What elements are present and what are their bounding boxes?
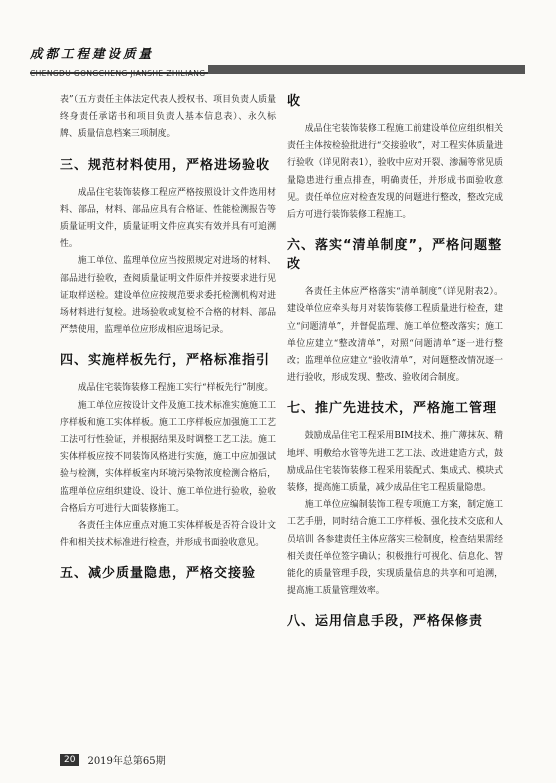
left-column — [60, 92, 276, 593]
issue-label: 2019年总第65期 — [87, 756, 166, 767]
section-heading-5-continued: 收 — [287, 94, 302, 109]
header-bar-block — [208, 65, 525, 74]
paragraph: 表”（五方责任主体法定代表人授权书、项目负责人质量终身责任承诺书和项目负责人基本信息表）、永久标牌、质量信息档案三项制度。 — [60, 95, 276, 140]
page-footer — [60, 752, 166, 767]
right-column — [287, 92, 503, 641]
section-heading-5: 五、减少质量隐患，严格交接验 — [60, 566, 257, 582]
section-heading-8: 八、运用信息手段，严格保修责 — [287, 614, 484, 630]
paragraph: 鼓励成品住宅工程采用BIM技术、推广薄抹灰、精地坪、明敷给水管等先进工艺工法、改进建造方式，鼓励成品住宅装饰装修工程采用装配式、集成式、模块式装修，提高施工质量，减少成品住宅工程质量隐患。 — [287, 431, 503, 494]
paragraph: 各责任主体应严格落实“清单制度”（详见附表2）。建设单位应牵头每月对装饰装修工程质量进行检查，建立“问题清单”，并督促监理、施工单位整改落实；施工单位应建立“整改清单”，对照“问题清单”逐一进行整改；监理单位应建立“验收清单”，对问题整改情况逐一进行验收，形成发现、整改、验收闭合制度。 — [287, 287, 503, 384]
paragraph: 成品住宅装饰装修工程施工实行“样板先行”制度。 — [77, 383, 274, 394]
paragraph: 成品住宅装饰装修工程施工前建设单位应组织相关责任主体按检验批进行“交接验收”，对工程实体质量进行验收（详见附表1），验收中应对开裂、渗漏等常见质量隐患进行重点排查，明确责任，并形成书面验收意见。责任单位应对检查发现的问题进行整改，整改完成后方可进行装饰装修工程施工。 — [287, 124, 503, 221]
section-heading-6: 六、落实“清单制度”，严格问题整改 — [287, 238, 503, 273]
section-heading-7: 七、推广先进技术，严格施工管理 — [287, 401, 498, 417]
paragraph: 成品住宅装饰装修工程应严格按照设计文件选用材料、部品，材料、部品应具有合格证、性能检测报告等质量证明文件，质量证明文件应真实有效并具有可追溯性。 — [60, 187, 276, 250]
section-heading-3: 三、规范材料使用，严格进场验收 — [60, 157, 271, 173]
section-heading-4: 四、实施样板先行，严格标准指引 — [60, 353, 271, 369]
page-number: 20 — [60, 754, 79, 766]
paragraph: 各责任主体应重点对施工实体样板是否符合设计文件和相关技术标准进行检查，并形成书面验收意见。 — [60, 521, 276, 549]
paragraph: 施工单位应按设计文件及施工技术标准实施施工工序样板和施工实体样板。施工工序样板应加强施工工艺工法可行性验证，并根据结果及时调整工艺工法。施工实体样板应按不同装饰风格进行实施，施工中应加强试验与检测，实体样板室内环境污染物浓度检测合格后，监理单位应组织建设、设计、施工单位进行验收，验收合格后方可进行大面装修施工。 — [60, 400, 276, 514]
journal-title-cn: 成都工程建设质量 — [30, 46, 155, 61]
masthead — [30, 44, 530, 78]
paragraph: 施工单位应编制装饰工程专项施工方案，制定施工工艺手册，同时结合施工工序样板、强化技术交底和人员培训 各参建责任主体应落实三检制度，检查结果需经相关责任单位签字确认；积极推行可视化、信息化、智能化的质量管理手段，实现质量信息的共享和可追溯，提高施工质量管理效率。 — [287, 500, 503, 597]
paragraph: 施工单位、监理单位应当按照规定对进场的材料、部品进行验收，查阅质量证明文件原件并按要求进行见证取样送检。建设单位应按规范要求委托检测机构对进场材料进行复检。进场验收或复检不合格的材料、部品严禁使用，监理单位应形成相应退场记录。 — [60, 256, 276, 336]
